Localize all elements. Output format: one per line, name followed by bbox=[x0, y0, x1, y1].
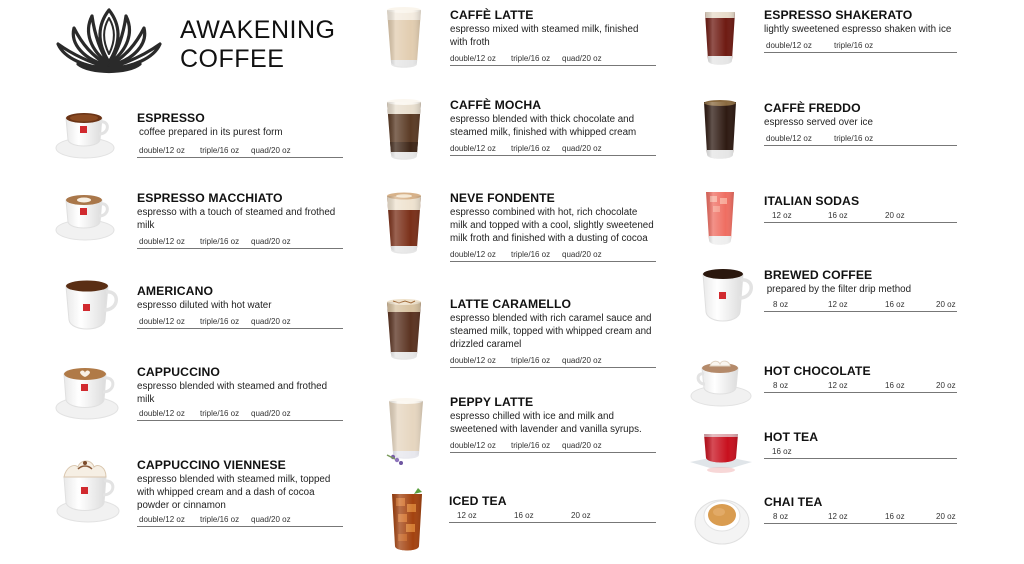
size-option: 16 oz bbox=[885, 512, 905, 521]
item-name: ICED TEA bbox=[449, 494, 507, 508]
size-option: double/12 oz bbox=[450, 356, 496, 365]
item-name: CAPPUCCINO VIENNESE bbox=[137, 458, 286, 472]
item-description: espresso served over ice bbox=[764, 117, 873, 128]
item-name: ITALIAN SODAS bbox=[764, 194, 860, 208]
size-option: double/12 oz bbox=[450, 441, 496, 450]
menu-item-caffe-freddo bbox=[764, 101, 957, 146]
menu-item-chai-tea bbox=[764, 495, 957, 524]
menu-item-italian-sodas bbox=[764, 194, 957, 223]
size-option: double/12 oz bbox=[139, 409, 185, 418]
item-name: CAPPUCCINO bbox=[137, 365, 220, 379]
size-option: triple/16 oz bbox=[511, 250, 551, 259]
size-option: quad/20 oz bbox=[562, 441, 602, 450]
menu-item-espresso-shakerato bbox=[764, 8, 957, 53]
item-sizes bbox=[137, 515, 343, 527]
size-option: 12 oz bbox=[457, 511, 477, 520]
item-sizes bbox=[137, 237, 343, 249]
chai-tea-cup-image bbox=[693, 490, 751, 546]
menu-item-hot-tea bbox=[764, 430, 957, 459]
size-option: quad/20 oz bbox=[562, 144, 602, 153]
cappuccino-cup-image bbox=[54, 362, 120, 424]
size-option: 8 oz bbox=[773, 512, 789, 521]
menu-item-caffe-mocha bbox=[450, 98, 656, 156]
item-sizes bbox=[450, 144, 656, 156]
brand-line-2: COFFEE bbox=[180, 45, 285, 73]
item-description: espresso chilled with ice and milk and sweetened with lavender and vanilla syrups. bbox=[450, 411, 642, 435]
size-option: quad/20 oz bbox=[562, 250, 602, 259]
menu-item-americano bbox=[137, 284, 343, 329]
size-option: 16 oz bbox=[514, 511, 534, 520]
iced-tea-glass-image bbox=[388, 488, 428, 554]
item-sizes bbox=[450, 356, 656, 368]
item-sizes bbox=[764, 381, 957, 393]
size-option: double/12 oz bbox=[139, 515, 185, 524]
size-option: triple/16 oz bbox=[200, 409, 240, 418]
size-option: 16 oz bbox=[885, 300, 905, 309]
item-sizes bbox=[449, 511, 656, 523]
item-sizes bbox=[764, 134, 957, 146]
lotus-icon bbox=[54, 4, 164, 76]
latte-glass-image bbox=[383, 6, 425, 72]
caffe-freddo-glass-image bbox=[700, 98, 742, 162]
size-option: 8 oz bbox=[773, 300, 789, 309]
size-option: triple/16 oz bbox=[511, 356, 551, 365]
item-name: PEPPY LATTE bbox=[450, 395, 534, 409]
brand-logo bbox=[54, 4, 354, 76]
item-sizes bbox=[450, 250, 656, 262]
item-name: CHAI TEA bbox=[764, 495, 823, 509]
menu-item-cappuccino-viennese bbox=[137, 458, 343, 527]
menu-item-neve-fondente bbox=[450, 191, 656, 262]
size-option: quad/20 oz bbox=[251, 409, 291, 418]
size-option: triple/16 oz bbox=[511, 144, 551, 153]
menu-item-espresso bbox=[137, 111, 343, 158]
item-sizes bbox=[764, 211, 957, 223]
size-option: quad/20 oz bbox=[251, 317, 291, 326]
brand-line-1: AWAKENING bbox=[180, 16, 336, 44]
mocha-glass-image bbox=[383, 98, 425, 164]
item-name: ESPRESSO SHAKERATO bbox=[764, 8, 913, 22]
item-name: LATTE CARAMELLO bbox=[450, 297, 572, 311]
item-description: espresso blended with steamed milk, topped with whipped cream and a dash of cocoa powder or cinnamon bbox=[137, 474, 331, 511]
size-option: quad/20 oz bbox=[251, 237, 291, 246]
item-sizes bbox=[764, 447, 957, 459]
size-option: double/12 oz bbox=[450, 250, 496, 259]
size-option: 20 oz bbox=[571, 511, 591, 520]
size-option: double/12 oz bbox=[139, 146, 185, 155]
size-option: quad/20 oz bbox=[562, 54, 602, 63]
size-option: double/12 oz bbox=[766, 41, 812, 50]
size-option: 12 oz bbox=[772, 211, 792, 220]
size-option: 20 oz bbox=[936, 512, 956, 521]
size-option: double/12 oz bbox=[766, 134, 812, 143]
shakerato-glass-image bbox=[701, 8, 741, 68]
menu-item-caffe-latte bbox=[450, 8, 656, 66]
size-option: triple/16 oz bbox=[834, 134, 874, 143]
americano-mug-image bbox=[62, 276, 120, 334]
size-option: 12 oz bbox=[828, 300, 848, 309]
menu-item-brewed-coffee bbox=[764, 268, 957, 312]
item-name: ESPRESSO MACCHIATO bbox=[137, 191, 283, 205]
menu-item-latte-caramello bbox=[450, 297, 656, 368]
size-option: 16 oz bbox=[828, 211, 848, 220]
size-option: double/12 oz bbox=[139, 317, 185, 326]
size-option: triple/16 oz bbox=[511, 54, 551, 63]
size-option: triple/16 oz bbox=[200, 146, 240, 155]
peppy-latte-glass-image bbox=[383, 397, 429, 467]
item-sizes bbox=[137, 409, 343, 421]
size-option: double/12 oz bbox=[450, 54, 496, 63]
item-description: espresso blended with steamed and frothed milk bbox=[137, 381, 328, 405]
hot-tea-cup-image bbox=[688, 428, 754, 478]
latte-caramello-glass-image bbox=[383, 298, 425, 364]
size-option: triple/16 oz bbox=[200, 317, 240, 326]
item-sizes bbox=[137, 146, 343, 158]
item-name: BREWED COFFEE bbox=[764, 268, 873, 282]
size-option: triple/16 oz bbox=[200, 237, 240, 246]
hot-chocolate-cup-image bbox=[690, 356, 752, 410]
size-option: double/12 oz bbox=[450, 144, 496, 153]
size-option: 12 oz bbox=[828, 381, 848, 390]
brewed-coffee-mug-image bbox=[699, 266, 757, 328]
size-option: 20 oz bbox=[936, 381, 956, 390]
italian-soda-glass-image bbox=[703, 188, 739, 248]
item-name: CAFFÈ MOCHA bbox=[450, 98, 542, 112]
menu-item-hot-chocolate bbox=[764, 364, 957, 393]
item-name: CAFFÈ FREDDO bbox=[764, 101, 861, 115]
item-description: lightly sweetened espresso shaken with ice bbox=[764, 24, 952, 35]
size-option: triple/16 oz bbox=[834, 41, 874, 50]
item-sizes bbox=[137, 317, 343, 329]
item-sizes bbox=[450, 441, 656, 453]
size-option: quad/20 oz bbox=[251, 146, 291, 155]
item-description: coffee prepared in its purest form bbox=[139, 127, 283, 138]
size-option: 8 oz bbox=[773, 381, 789, 390]
menu-item-iced-tea bbox=[449, 494, 656, 523]
size-option: triple/16 oz bbox=[200, 515, 240, 524]
size-option: 16 oz bbox=[772, 447, 792, 456]
menu-item-espresso-macchiato bbox=[137, 191, 343, 249]
item-sizes bbox=[450, 54, 656, 66]
size-option: 16 oz bbox=[885, 381, 905, 390]
item-description: espresso diluted with hot water bbox=[137, 300, 272, 311]
item-name: HOT TEA bbox=[764, 430, 819, 444]
size-option: 20 oz bbox=[936, 300, 956, 309]
item-name: AMERICANO bbox=[137, 284, 214, 298]
macchiato-cup-image bbox=[54, 188, 116, 244]
size-option: double/12 oz bbox=[139, 237, 185, 246]
item-description: espresso mixed with steamed milk, finished with froth bbox=[450, 24, 639, 48]
item-description: espresso blended with thick chocolate and steamed milk, finished with whipped cream bbox=[450, 114, 637, 138]
size-option: 12 oz bbox=[828, 512, 848, 521]
item-name: HOT CHOCOLATE bbox=[764, 364, 871, 378]
espresso-cup-image bbox=[54, 104, 116, 162]
item-description: prepared by the filter drip method bbox=[764, 284, 912, 295]
item-name: NEVE FONDENTE bbox=[450, 191, 555, 205]
size-option: 20 oz bbox=[885, 211, 905, 220]
item-name: ESPRESSO bbox=[137, 111, 205, 125]
neve-fondente-glass-image bbox=[383, 190, 425, 258]
size-option: triple/16 oz bbox=[511, 441, 551, 450]
viennese-cup-image bbox=[54, 455, 122, 527]
brand-name bbox=[180, 16, 335, 74]
item-sizes bbox=[764, 512, 957, 524]
item-description: espresso with a touch of steamed and frothed milk bbox=[137, 207, 336, 231]
size-option: quad/20 oz bbox=[251, 515, 291, 524]
menu-item-cappuccino bbox=[137, 365, 343, 421]
item-description: espresso combined with hot, rich chocolate milk and topped with a cool, slightly sweetened milk froth and finished with a dusting of cocoa bbox=[450, 207, 654, 244]
item-name: CAFFÈ LATTE bbox=[450, 8, 534, 22]
size-option: quad/20 oz bbox=[562, 356, 602, 365]
menu-item-peppy-latte bbox=[450, 395, 656, 453]
item-sizes bbox=[764, 300, 957, 312]
item-sizes bbox=[764, 41, 957, 53]
item-description: espresso blended with rich caramel sauce and steamed milk, topped with whipped cream and drizzled caramel bbox=[450, 313, 652, 350]
